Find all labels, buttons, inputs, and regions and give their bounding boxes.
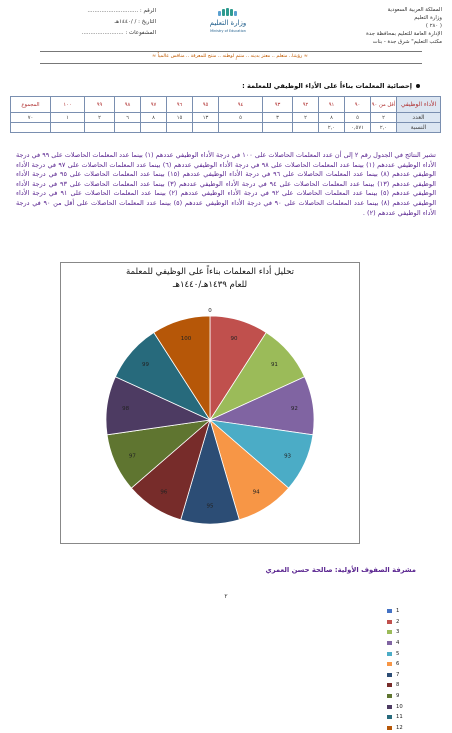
statistics-table [10, 96, 441, 133]
legend-swatch [387, 652, 392, 656]
legend-swatch [387, 673, 392, 677]
pie-slice-label: 93 [284, 453, 292, 460]
header-line: وزارة التعليم [414, 15, 442, 21]
legend-item [387, 659, 417, 670]
pie-slice-label: 96 [160, 489, 168, 496]
chart-subtitle: للعام ١٤٣٩هـ/١٤٤٠هـ [172, 280, 248, 290]
pie-slice-label: 94 [252, 489, 260, 496]
ref-number-line: الرقم : ............................. [87, 8, 156, 14]
legend-label: 6 [396, 661, 400, 668]
logo-subtext: Ministry of Education [210, 29, 246, 33]
table-cell: ٩٢ [293, 97, 319, 113]
legend-item [387, 648, 417, 659]
pie-slice-label: 95 [206, 503, 214, 510]
table-cell: ٣ [263, 113, 293, 123]
table-cell: ٧٠ [11, 113, 51, 123]
table-cell: ٩٩ [85, 97, 115, 113]
legend-item [387, 691, 417, 702]
header-line: مكتب التعليم" شرق جدة - بنات [372, 39, 442, 45]
table-cell: المجموع [11, 97, 51, 113]
pie-slice-label: 91 [270, 362, 278, 369]
legend-item [387, 670, 417, 681]
legend-item [387, 723, 417, 733]
pie-slice-label: 97 [128, 453, 136, 460]
pie-chart [61, 263, 359, 543]
page-number: ٢ [224, 593, 228, 600]
legend-label: 10 [396, 703, 403, 710]
legend-label: 1 [396, 608, 400, 615]
legend-swatch [387, 705, 392, 709]
vision-slogan: ≈ رؤيتنا.. متعلم .. معتز بدينه .. منتمٍ لوطنه .. منتج للمعرفة .. منافس عالمياً ≈ [152, 54, 308, 59]
legend-swatch [387, 715, 392, 719]
table-cell: ٩٤ [219, 97, 263, 113]
table-row-grades [11, 97, 441, 113]
table-cell: ٩٥ [193, 97, 219, 113]
header-reference-block [26, 6, 156, 39]
pie-slice-label: 0 [208, 308, 212, 314]
chart-legend [387, 606, 417, 733]
results-paragraph: تشير النتائج في الجدول رقم ٢ إلى أن عدد المعلمات الحاصلات على ١٠٠ في درجة الأداء الوظيفي عددهم (١) بينما عدد المعلمات الحاصلات على ٩٩ في درجة الأداء الوظيفي عددهم (١) بينما عدد المعلمات الحاصلات على ٩٨ في درجة الأداء الوظيفي عددهم (٦) بينما عدد المعلمات الحاصلات على ٩٧ في درجة الأداء الوظيفي عددهم (٨) بينما عدد المعلمات الحاصلات على ٩٦ في درجة الأداء الوظيفي عددهم (١٥) بينما عدد المعلمات الحاصلات على ٩٥ في درجة الأداء الوظيفي عددهم (١٣) بينما عدد المعلمات الحاصلات على ٩٤ في درجة الأداء الوظيفي عددهم (٣) بينما عدد المعلمات الحاصلات على ٩٣ في درجة الأداء الوظيفي عددهم (٥) بينما عدد المعلمات الحاصلات على ٩٢ في درجة الأداء الوظيفي عددهم (٢) بينما عدد المعلمات الحاصلات على ٩١ في درجة الأداء الوظيفي عددهم (٨) بينما عدد المعلمات الحاصلات على ٩٠ في درجة الأداء الوظيفي عددهم (٥) بينما عدد المعلمات الحاصلات على أقل من ٩٠ في درجة الأداء الوظيفي عددهم (٢) . [16, 151, 437, 217]
logo-text: وزارة التعليم [209, 19, 247, 27]
legend-label: 9 [396, 693, 400, 700]
legend-item [387, 701, 417, 712]
table-cell: ١٥ [167, 113, 193, 123]
legend-swatch [387, 662, 392, 666]
table-row-label: النسبة [397, 123, 441, 133]
legend-item [387, 712, 417, 723]
table-cell: ٩١ [319, 97, 345, 113]
table-cell: ٨ [319, 113, 345, 123]
legend-label: 4 [396, 640, 400, 647]
legend-label: 2 [396, 618, 400, 625]
table-cell [115, 123, 141, 133]
ministry-logo [188, 8, 268, 36]
legend-swatch [387, 630, 392, 634]
table-cell [141, 123, 167, 133]
legend-swatch [387, 726, 392, 730]
table-cell: ١٣ [193, 113, 219, 123]
table-cell [193, 123, 219, 133]
table-cell: ٩٧ [141, 97, 167, 113]
table-cell: ٢ [293, 113, 319, 123]
table-row-label: العدد [397, 113, 441, 123]
header-divider [40, 51, 422, 52]
table-cell: ٥ [219, 113, 263, 123]
ministry-logo-icon [188, 8, 268, 36]
header-divider [40, 63, 422, 64]
pie-slice-label: 100 [180, 336, 192, 343]
legend-swatch [387, 609, 392, 613]
table-cell: ٩٣ [263, 97, 293, 113]
supervisor-signature: مشرفة الصفوف الأولية: صالحة حسن العمري [265, 566, 416, 574]
legend-label: 3 [396, 629, 400, 636]
table-row-percents [11, 123, 441, 133]
section-title [242, 82, 420, 90]
pie-slice-label: 99 [142, 362, 150, 369]
pie-slice-label: 90 [230, 336, 238, 343]
section-title-text: إحصائية المعلمات بناءاً على الأداء الوظيفي للمعلمة : [242, 82, 412, 90]
table-cell [11, 123, 51, 133]
legend-item [387, 606, 417, 617]
legend-item [387, 617, 417, 628]
table-cell: ١٠٠ [51, 97, 85, 113]
table-cell [293, 123, 319, 133]
pie-slice-label: 98 [122, 405, 130, 412]
ref-date-line: التاريخ : / /١٤٤٠هـ [114, 19, 156, 25]
table-cell: ٩٠ [345, 97, 371, 113]
table-cell: أقل من ٩٠ [371, 97, 397, 113]
table-cell [219, 123, 263, 133]
table-cell: ٩٦ [167, 97, 193, 113]
header-line: ( ٢٨٠ ) [425, 23, 442, 29]
legend-label: 11 [396, 714, 403, 721]
legend-swatch [387, 641, 392, 645]
table-cell [167, 123, 193, 133]
header-line: المملكة العربية السعودية [387, 7, 442, 13]
table-cell: ٢ [85, 113, 115, 123]
table-cell: ٢ [371, 113, 397, 123]
table-cell [51, 123, 85, 133]
header-ministry-block [312, 6, 442, 46]
table-cell: ٩٨ [115, 97, 141, 113]
legend-swatch [387, 694, 392, 698]
table-cell [263, 123, 293, 133]
header-line: الإدارة العامة للتعليم بمحافظة جدة [366, 31, 442, 37]
legend-item [387, 627, 417, 638]
table-cell: ٠,٥٧١ [345, 123, 371, 133]
legend-item [387, 680, 417, 691]
table-cell: ٢,٠ [371, 123, 397, 133]
bullet-icon [416, 84, 420, 88]
ref-attachments-line: المشفوعات : ........................ [81, 30, 156, 36]
legend-label: 8 [396, 682, 400, 689]
table-cell: ٦ [115, 113, 141, 123]
table-row-counts [11, 113, 441, 123]
legend-item [387, 638, 417, 649]
legend-swatch [387, 620, 392, 624]
chart-title: تحليل أداء المعلمات بناءاً على الوظيفي للمعلمة [125, 267, 295, 277]
table-cell: ١ [51, 113, 85, 123]
pie-slice-label: 92 [290, 405, 298, 412]
table-cell: ٨ [141, 113, 167, 123]
table-cell [85, 123, 115, 133]
legend-swatch [387, 683, 392, 687]
legend-label: 5 [396, 650, 400, 657]
legend-label: 7 [396, 671, 400, 678]
table-cell: ٢,٠ [319, 123, 345, 133]
table-cell: ٥ [345, 113, 371, 123]
table-row-label: الأداء الوظيفي [397, 97, 441, 113]
legend-label: 12 [396, 724, 403, 731]
